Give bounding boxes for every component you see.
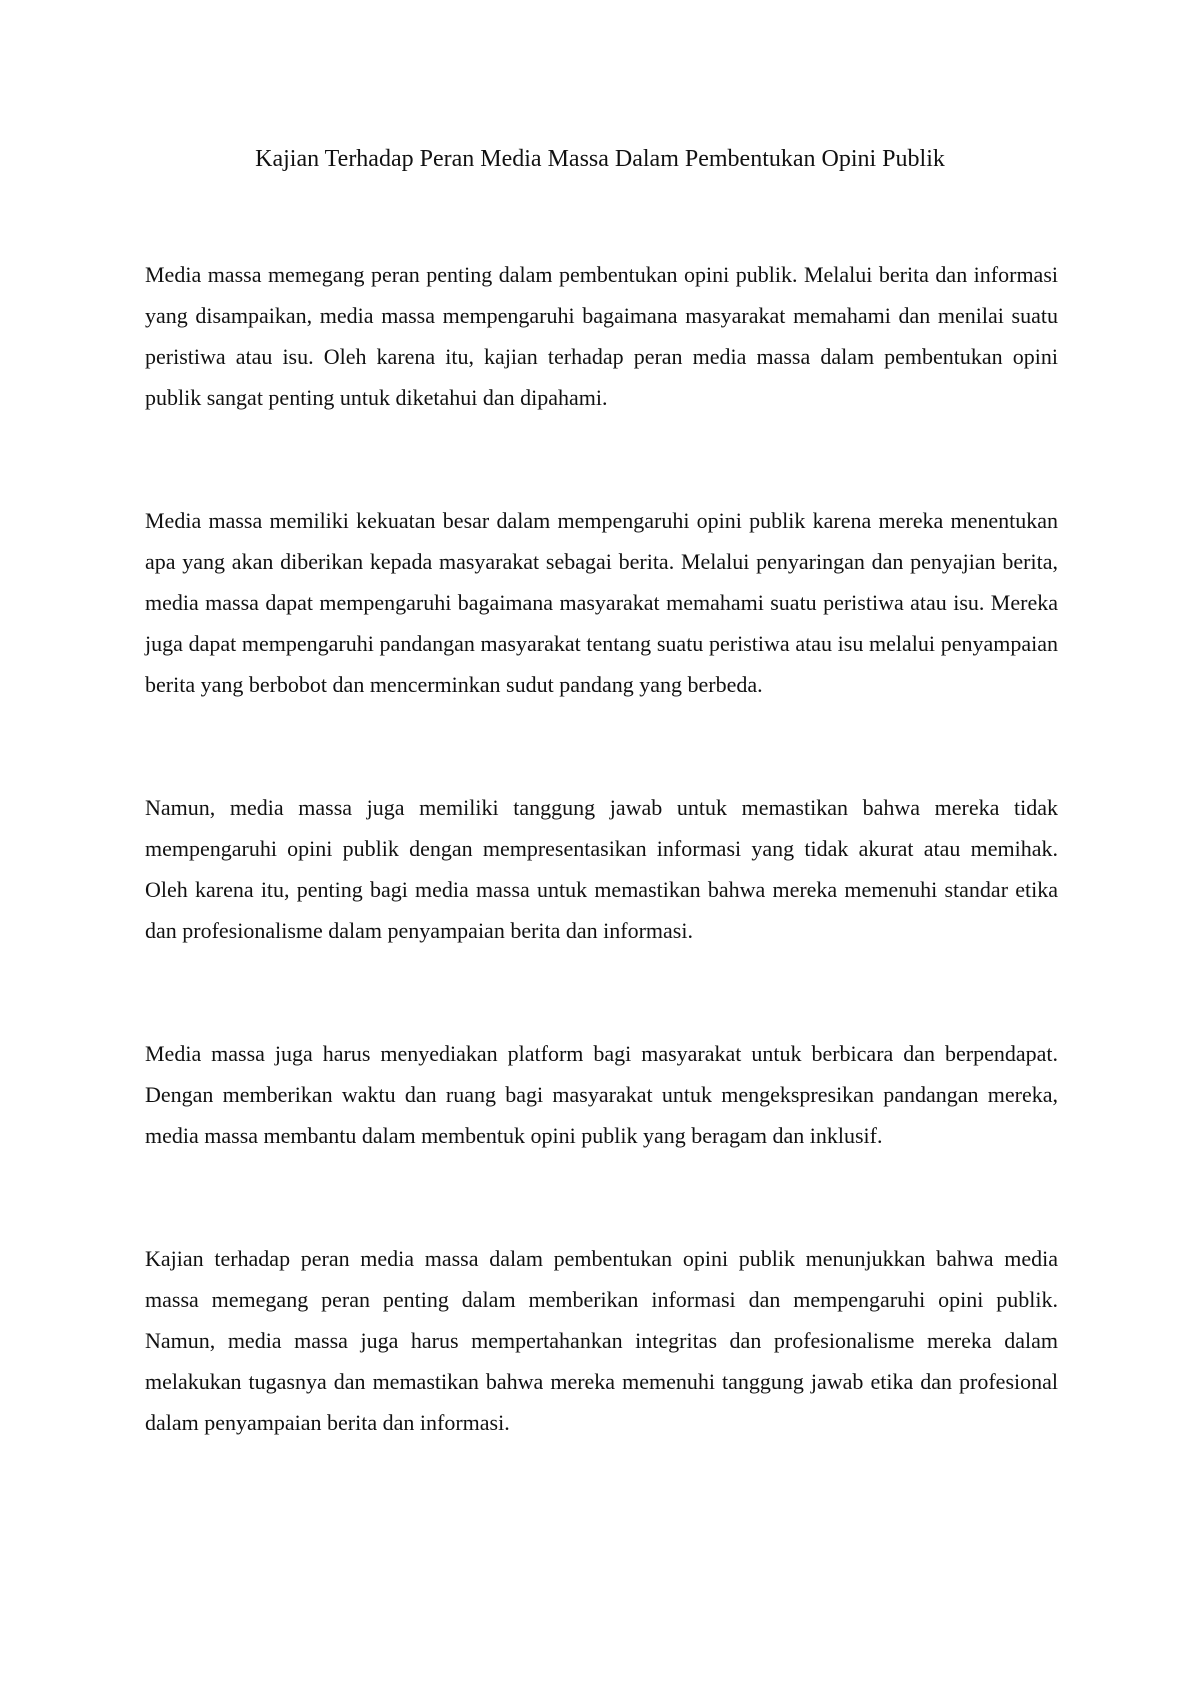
paragraph-3: Namun, media massa juga memiliki tanggung jawab untuk memastikan bahwa mereka tidak mempengaruhi opini publik dengan mempresentasikan informasi yang tidak akurat atau memihak. Oleh karena itu, penting bagi media massa untuk memastikan bahwa mereka memenuhi standar etika dan profesionalisme dalam penyampaian berita dan informasi. xyxy=(145,795,1058,943)
paragraph-4: Media massa juga harus menyediakan platform bagi masyarakat untuk berbicara dan berpendapat. Dengan memberikan waktu dan ruang bagi masyarakat untuk mengekspresikan pandangan mereka, media massa membantu dalam membentuk opini publik yang beragam dan inklusif. xyxy=(145,1041,1058,1148)
paragraph-2: Media massa memiliki kekuatan besar dalam mempengaruhi opini publik karena mereka menentukan apa yang akan diberikan kepada masyarakat sebagai berita. Melalui penyaringan dan penyajian berita, media massa dapat mempengaruhi bagaimana masyarakat memahami suatu peristiwa atau isu. Mereka juga dapat mempengaruhi pandangan masyarakat tentang suatu peristiwa atau isu melalui penyampaian berita yang berbobot dan mencerminkan sudut pandang yang berbeda. xyxy=(145,508,1058,697)
paragraph-1: Media massa memegang peran penting dalam pembentukan opini publik. Melalui berita dan informasi yang disampaikan, media massa mempengaruhi bagaimana masyarakat memahami dan menilai suatu peristiwa atau isu. Oleh karena itu, kajian terhadap peran media massa dalam pembentukan opini publik sangat penting untuk diketahui dan dipahami. xyxy=(145,262,1058,410)
paragraph-5: Kajian terhadap peran media massa dalam pembentukan opini publik menunjukkan bahwa media massa memegang peran penting dalam memberikan informasi dan mempengaruhi opini publik. Namun, media massa juga harus mempertahankan integritas dan profesionalisme mereka dalam melakukan tugasnya dan memastikan bahwa mereka memenuhi tanggung jawab etika dan profesional dalam penyampaian berita dan informasi. xyxy=(145,1246,1058,1435)
document-title: Kajian Terhadap Peran Media Massa Dalam Pembentukan Opini Publik xyxy=(255,146,945,172)
document-body xyxy=(145,254,1058,1443)
